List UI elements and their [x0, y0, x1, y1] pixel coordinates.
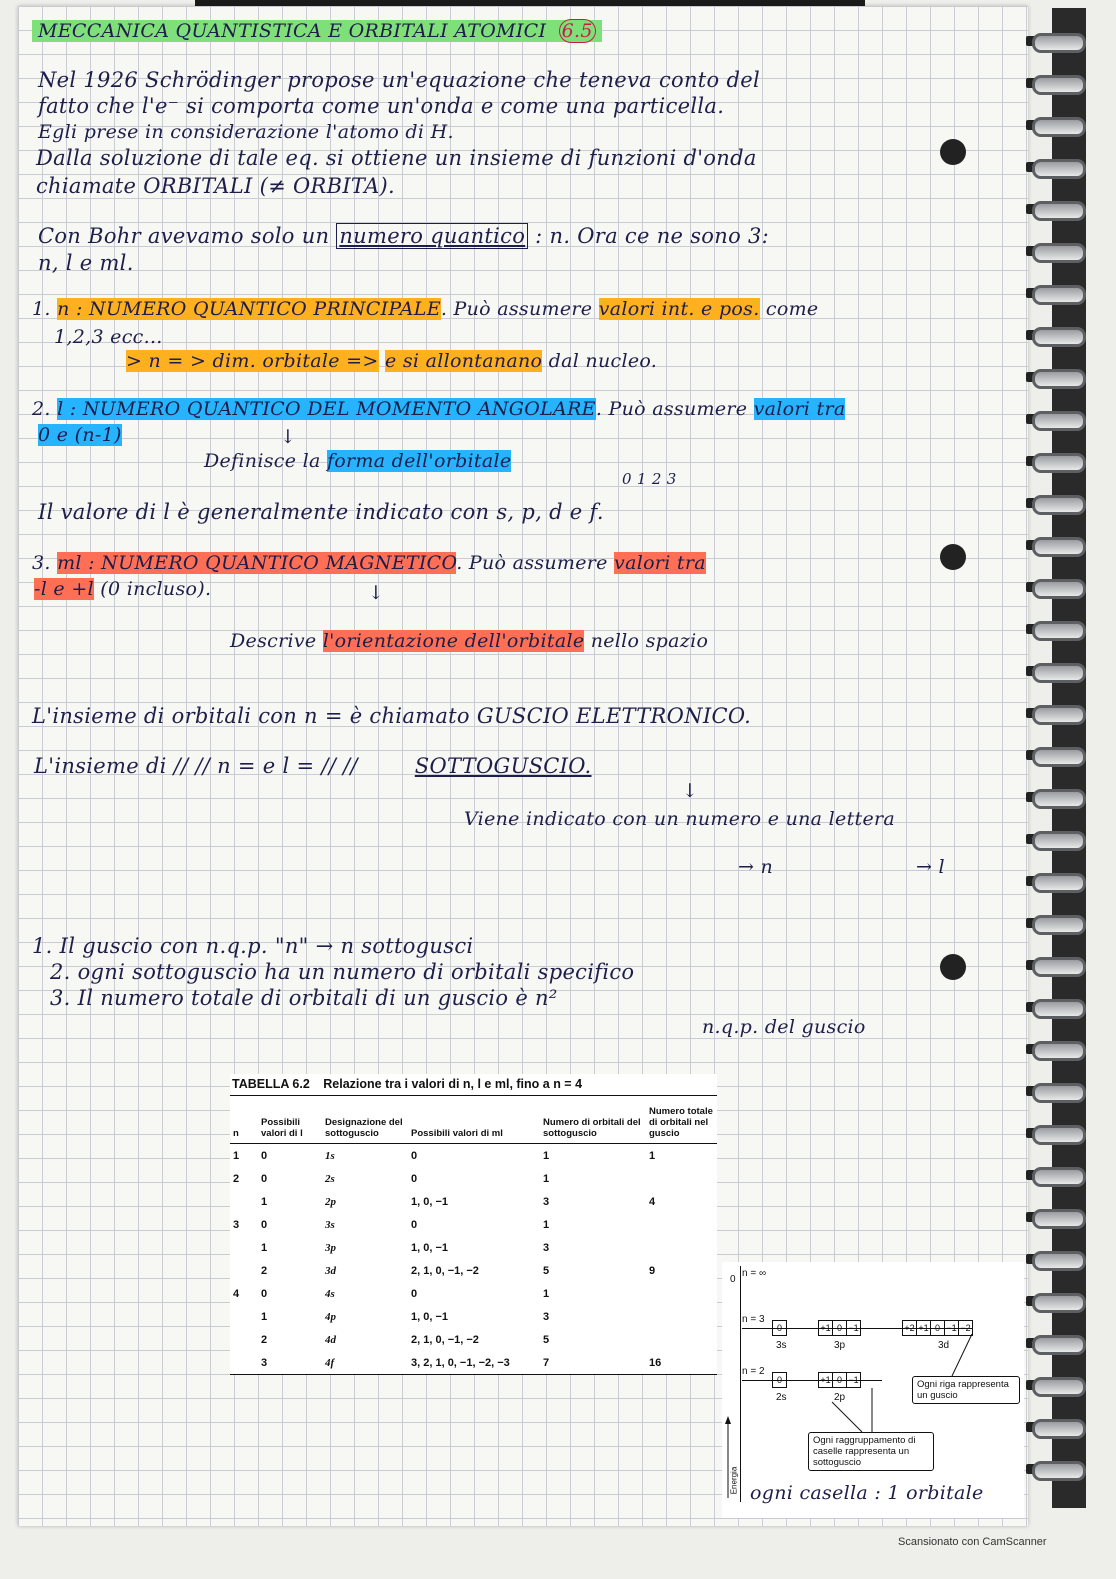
- table-cell: [646, 1167, 717, 1190]
- spiral-ring: [1026, 72, 1086, 94]
- col-orbitals: Numero di orbitali del sottoguscio: [540, 1096, 646, 1144]
- ring-loop: [1032, 285, 1086, 305]
- spiral-ring: [1026, 1122, 1086, 1144]
- page-title: [32, 20, 602, 42]
- table-cell: 4s: [325, 1287, 335, 1300]
- table-cell: 1s: [325, 1149, 335, 1162]
- spiral-ring: [1026, 282, 1086, 304]
- table-row: [230, 1259, 717, 1282]
- diagram-caption: ogni casella : 1 orbitale: [750, 1482, 984, 1504]
- ring-loop: [1032, 1167, 1086, 1187]
- energy-diagram: [722, 1262, 1024, 1518]
- spiral-ring: [1026, 450, 1086, 472]
- spiral-ring: [1026, 30, 1086, 52]
- item-l-text: . Può assumere: [595, 398, 748, 420]
- table-cell: 1: [261, 1241, 268, 1254]
- ring-loop: [1032, 369, 1086, 389]
- orbital-cell: +1: [917, 1321, 931, 1335]
- level-n-inf: n = ∞: [742, 1268, 767, 1279]
- item-ml-number: 3.: [32, 552, 51, 574]
- spiral-ring: [1026, 1458, 1086, 1480]
- line-numbers: n, l e ml.: [38, 251, 134, 275]
- spiral-ring: [1026, 870, 1086, 892]
- notation-l: → l: [916, 856, 945, 878]
- rule-3: 3. Il numero totale di orbitali di un guscio è n²: [50, 986, 558, 1010]
- cell: 0: [776, 1323, 782, 1333]
- spiral-ring: [1026, 198, 1086, 220]
- item-l: [32, 398, 845, 420]
- orbital-cell: 0: [931, 1321, 945, 1335]
- table-row: [230, 1213, 717, 1236]
- item-l-definition: [204, 450, 511, 472]
- item-n-values-highlight: valori int. e pos.: [598, 298, 760, 320]
- punch-hole: [940, 954, 966, 980]
- table-cell: 0: [411, 1287, 418, 1300]
- spiral-ring: [1026, 912, 1086, 934]
- table-tag: TABELLA 6.2: [232, 1077, 310, 1091]
- table-cell: 3p: [325, 1241, 336, 1254]
- table-cell: 2: [261, 1264, 268, 1277]
- line-3: Egli prese in considerazione l'atomo di H.: [38, 121, 454, 143]
- ring-loop: [1032, 1209, 1086, 1229]
- label-3s: 3s: [776, 1340, 787, 1351]
- spiral-ring: [1026, 492, 1086, 514]
- spiral-ring: [1026, 366, 1086, 388]
- table-cell: 2p: [325, 1195, 336, 1208]
- table-cell: [230, 1328, 258, 1351]
- ring-loop: [1032, 831, 1086, 851]
- rule-2: 2. ogni sottoguscio ha un numero di orbitali specifico: [50, 960, 635, 984]
- ring-loop: [1032, 915, 1086, 935]
- item-n: [32, 298, 818, 320]
- item-l-indexes: 0 1 2 3: [622, 470, 677, 488]
- table-cell: 1, 0, −1: [411, 1195, 449, 1208]
- line-4: Dalla soluzione di tale eq. si ottiene un insieme di funzioni d'onda: [36, 146, 757, 170]
- table-cell: 1, 0, −1: [411, 1310, 449, 1323]
- orbital-cell: +2: [903, 1321, 917, 1335]
- table-cell: 1: [543, 1149, 550, 1162]
- table-cell: 1: [543, 1218, 550, 1231]
- subshell-word: SOTTOGUSCIO.: [414, 754, 592, 778]
- table-cell: [646, 1328, 717, 1351]
- item-ml: [32, 552, 706, 574]
- ring-loop: [1032, 705, 1086, 725]
- spiral-ring: [1026, 114, 1086, 136]
- bohr-text-end: : n. Ora ce ne sono 3:: [535, 224, 770, 248]
- subshell-notation: Viene indicato con un numero e una lettera: [464, 808, 895, 830]
- line-5: chiamate ORBITALI (≠ ORBITA).: [36, 174, 396, 198]
- ring-loop: [1032, 1377, 1086, 1397]
- item-ml-def-b: l'orientazione dell'orbitale: [322, 630, 585, 652]
- table-cell: 7: [540, 1351, 646, 1375]
- item-ml-highlight: ml : NUMERO QUANTICO MAGNETICO: [57, 552, 457, 574]
- ring-loop: [1032, 159, 1086, 179]
- ring-loop: [1032, 327, 1086, 347]
- table-cell: 1: [233, 1149, 240, 1162]
- item-ml-def-a: Descrive: [230, 630, 317, 652]
- orbital-cell: −2: [960, 1323, 971, 1333]
- label-2p: 2p: [834, 1392, 846, 1403]
- ring-loop: [1032, 873, 1086, 893]
- spiral-ring: [1026, 1332, 1086, 1354]
- table-cell: 0: [411, 1172, 418, 1185]
- ring-loop: [1032, 999, 1086, 1019]
- table-row: [230, 1167, 717, 1190]
- spiral-ring: [1026, 1080, 1086, 1102]
- rule-1: 1. Il guscio con n.q.p. "n" → n sottogusci: [32, 934, 474, 958]
- item-n-highlight: n : NUMERO QUANTICO PRINCIPALE: [57, 298, 441, 320]
- level-n2: n = 2: [742, 1366, 765, 1377]
- item-n-end: come: [765, 298, 819, 320]
- punch-hole: [940, 139, 966, 165]
- table-row: [230, 1328, 717, 1351]
- bohr-text: Con Bohr avevamo solo un: [38, 224, 330, 248]
- ring-loop: [1032, 495, 1086, 515]
- ring-loop: [1032, 243, 1086, 263]
- ring-loop: [1032, 1293, 1086, 1313]
- table-cell: 0: [261, 1149, 268, 1162]
- spiral-ring: [1026, 1416, 1086, 1438]
- table-cell: [230, 1259, 258, 1282]
- ring-loop: [1032, 957, 1086, 977]
- ring-loop: [1032, 411, 1086, 431]
- table-cell: [646, 1282, 717, 1305]
- table-cell: 2s: [325, 1172, 335, 1185]
- energy-label: Energia: [729, 1466, 739, 1495]
- line-bohr: [38, 224, 769, 248]
- spiral-ring: [1026, 1164, 1086, 1186]
- item-n-cons-a: > n = > dim. orbitale =>: [126, 350, 379, 372]
- table-cell: [646, 1305, 717, 1328]
- item-l-number: 2.: [32, 398, 51, 420]
- ring-loop: [1032, 1041, 1086, 1061]
- spiral-ring: [1026, 324, 1086, 346]
- table-cell: 2, 1, 0, −1, −2: [411, 1333, 479, 1346]
- ring-loop: [1032, 579, 1086, 599]
- col-l: Possibili valori di l: [258, 1096, 322, 1144]
- ring-loop: [1032, 453, 1086, 473]
- table-row: [230, 1305, 717, 1328]
- table-cell: 9: [649, 1264, 656, 1277]
- note-shell: Ogni riga rappresenta un guscio: [912, 1376, 1020, 1404]
- item-l-letters: Il valore di l è generalmente indicato con s, p, d e f.: [38, 500, 604, 524]
- ring-loop: [1032, 747, 1086, 767]
- table-cell: 3: [258, 1351, 322, 1375]
- table-cell: 4: [233, 1287, 240, 1300]
- ring-loop: [1032, 1461, 1086, 1481]
- table-row: [230, 1282, 717, 1305]
- ring-loop: [1032, 75, 1086, 95]
- orbital-cell: 0: [833, 1321, 847, 1335]
- table-cell: 0: [261, 1218, 268, 1231]
- spiral-ring: [1026, 660, 1086, 682]
- arrow-down-icon: ↓: [682, 780, 699, 802]
- table-cell: 0: [261, 1172, 268, 1185]
- arrow-down-icon: ↓: [280, 426, 297, 448]
- spiral-ring: [1026, 156, 1086, 178]
- orbital-cell: −1: [848, 1375, 859, 1385]
- table-header-row: [230, 1096, 717, 1144]
- col-n: n: [230, 1096, 258, 1144]
- label-2s: 2s: [776, 1392, 787, 1403]
- item-n-cons-b: e si allontanano: [384, 350, 543, 372]
- rule-note: n.q.p. del guscio: [702, 1016, 866, 1038]
- orbital-cell: +1: [819, 1373, 833, 1387]
- scanner-watermark: Scansionato con CamScanner: [898, 1536, 1047, 1548]
- table-cell: 0: [411, 1218, 418, 1231]
- table-cell: 3d: [325, 1264, 336, 1277]
- item-ml-def-c: nello spazio: [590, 630, 709, 652]
- table-cell: 1: [649, 1149, 656, 1162]
- ring-loop: [1032, 117, 1086, 137]
- item-n-number: 1.: [32, 298, 51, 320]
- table-cell: [646, 1213, 717, 1236]
- orbital-cell: +1: [819, 1321, 833, 1335]
- spiral-ring: [1026, 828, 1086, 850]
- spiral-ring: [1026, 1038, 1086, 1060]
- ring-loop: [1032, 1125, 1086, 1145]
- line-2: fatto che l'e⁻ si comporta come un'onda e come una particella.: [38, 94, 725, 118]
- table-cell: 4: [649, 1195, 656, 1208]
- item-l-range-highlight: 0 e (n-1): [38, 424, 122, 446]
- table-cell: 3: [543, 1195, 550, 1208]
- table-row: [230, 1351, 717, 1375]
- diagram-pointers: [722, 1262, 1024, 1518]
- ring-loop: [1032, 201, 1086, 221]
- table-cell: 4f: [322, 1351, 408, 1375]
- item-l-def-b: forma dell'orbitale: [326, 450, 512, 472]
- spiral-ring: [1026, 1374, 1086, 1396]
- table-cell: 3: [543, 1241, 550, 1254]
- spiral-binding: [1026, 10, 1088, 1510]
- orbital-cell: 0: [833, 1373, 847, 1387]
- table-row: [230, 1190, 717, 1213]
- item-l-highlight: l : NUMERO QUANTICO DEL MOMENTO ANGOLARE: [57, 398, 596, 420]
- table-cell: 0: [411, 1149, 418, 1162]
- ring-loop: [1032, 537, 1086, 557]
- ring-loop: [1032, 1419, 1086, 1439]
- table-row: [230, 1144, 717, 1168]
- spiral-ring: [1026, 996, 1086, 1018]
- shell-definition: L'insieme di orbitali con n = è chiamato GUSCIO ELETTRONICO.: [32, 704, 752, 728]
- table-cell: 1: [543, 1172, 550, 1185]
- table-cell: 2: [261, 1333, 268, 1346]
- table-cell: 1: [261, 1195, 268, 1208]
- table-cell: 3, 2, 1, 0, −1, −2, −3: [408, 1351, 540, 1375]
- table-cell: [230, 1236, 258, 1259]
- table-cell: 2, 1, 0, −1, −2: [411, 1264, 479, 1277]
- spiral-ring: [1026, 702, 1086, 724]
- energy-zero: 0: [730, 1274, 736, 1285]
- item-n-cons-c: dal nucleo.: [548, 350, 658, 372]
- item-n-consequence: [126, 350, 657, 372]
- orbital-cell: −1: [945, 1321, 959, 1335]
- ring-loop: [1032, 1251, 1086, 1271]
- item-l-def-a: Definisce la: [204, 450, 321, 472]
- quantum-number-box: numero quantico: [336, 223, 528, 249]
- table-cell: 1: [261, 1310, 268, 1323]
- col-subshell: Designazione del sottoguscio: [322, 1096, 408, 1144]
- table-grid: [230, 1096, 717, 1375]
- spiral-ring: [1026, 240, 1086, 262]
- item-l-values-highlight: valori tra: [753, 398, 846, 420]
- item-n-values: 1,2,3 ecc...: [54, 326, 163, 348]
- spiral-ring: [1026, 1206, 1086, 1228]
- table-cell: [230, 1351, 258, 1375]
- col-total: Numero totale di orbitali nel guscio: [646, 1096, 717, 1144]
- punch-hole: [940, 544, 966, 570]
- table-cell: 5: [543, 1333, 550, 1346]
- table-cell: [646, 1236, 717, 1259]
- table-cell: 4p: [325, 1310, 336, 1323]
- subshell-text: L'insieme di // // n = e l = // //: [34, 754, 358, 778]
- table-cell: 0: [261, 1287, 268, 1300]
- spiral-ring: [1026, 534, 1086, 556]
- item-ml-values-highlight: valori tra: [614, 552, 706, 574]
- table-cell: [230, 1190, 258, 1213]
- spiral-ring: [1026, 744, 1086, 766]
- notation-n: → n: [738, 856, 774, 878]
- item-n-text: . Può assumere: [440, 298, 593, 320]
- ring-loop: [1032, 789, 1086, 809]
- item-ml-range: [34, 578, 211, 600]
- orbital-cell: −1: [848, 1323, 859, 1333]
- item-ml-range-highlight: -l e +l: [34, 578, 94, 600]
- subshell-definition: [34, 754, 592, 778]
- item-l-range: [38, 424, 122, 446]
- item-ml-definition: [230, 630, 708, 652]
- table-cell: 5: [543, 1264, 550, 1277]
- table-title: [230, 1074, 717, 1096]
- table-cell: 4d: [325, 1333, 336, 1346]
- spiral-ring: [1026, 618, 1086, 640]
- item-ml-text: . Può assumere: [456, 552, 608, 574]
- cell: 0: [776, 1375, 782, 1385]
- col-ml: Possibili valori di ml: [408, 1096, 540, 1144]
- item-ml-zero: (0 incluso).: [100, 578, 212, 600]
- spiral-ring: [1026, 954, 1086, 976]
- spiral-ring: [1026, 576, 1086, 598]
- table-cell: 1, 0, −1: [411, 1241, 449, 1254]
- orbital-table: [230, 1074, 717, 1375]
- title-text: MECCANICA QUANTISTICA E ORBITALI ATOMICI: [38, 20, 547, 42]
- line-1: Nel 1926 Schrödinger propose un'equazione che teneva conto del: [38, 68, 760, 92]
- ring-loop: [1032, 1335, 1086, 1355]
- level-n3: n = 3: [742, 1314, 765, 1325]
- spiral-ring: [1026, 786, 1086, 808]
- table-caption: Relazione tra i valori di n, l e ml, fino a n = 4: [323, 1077, 583, 1091]
- table-cell: 3: [543, 1310, 550, 1323]
- table-cell: 1: [543, 1287, 550, 1300]
- spiral-ring: [1026, 1248, 1086, 1270]
- arrow-down-icon: ↓: [368, 582, 385, 604]
- ring-loop: [1032, 663, 1086, 683]
- table-cell: 16: [646, 1351, 717, 1375]
- ring-loop: [1032, 33, 1086, 53]
- chapter-badge: 6.5: [559, 19, 596, 43]
- table-cell: 2: [233, 1172, 240, 1185]
- spiral-ring: [1026, 1290, 1086, 1312]
- spiral-ring: [1026, 408, 1086, 430]
- label-3d: 3d: [938, 1340, 950, 1351]
- table-row: [230, 1236, 717, 1259]
- label-3p: 3p: [834, 1340, 846, 1351]
- table-cell: [230, 1305, 258, 1328]
- table-cell: 3s: [325, 1218, 335, 1231]
- note-subshell: Ogni raggruppamento di caselle rappresenta un sottoguscio: [808, 1432, 934, 1471]
- ring-loop: [1032, 1083, 1086, 1103]
- ring-loop: [1032, 621, 1086, 641]
- table-cell: 3: [233, 1218, 240, 1231]
